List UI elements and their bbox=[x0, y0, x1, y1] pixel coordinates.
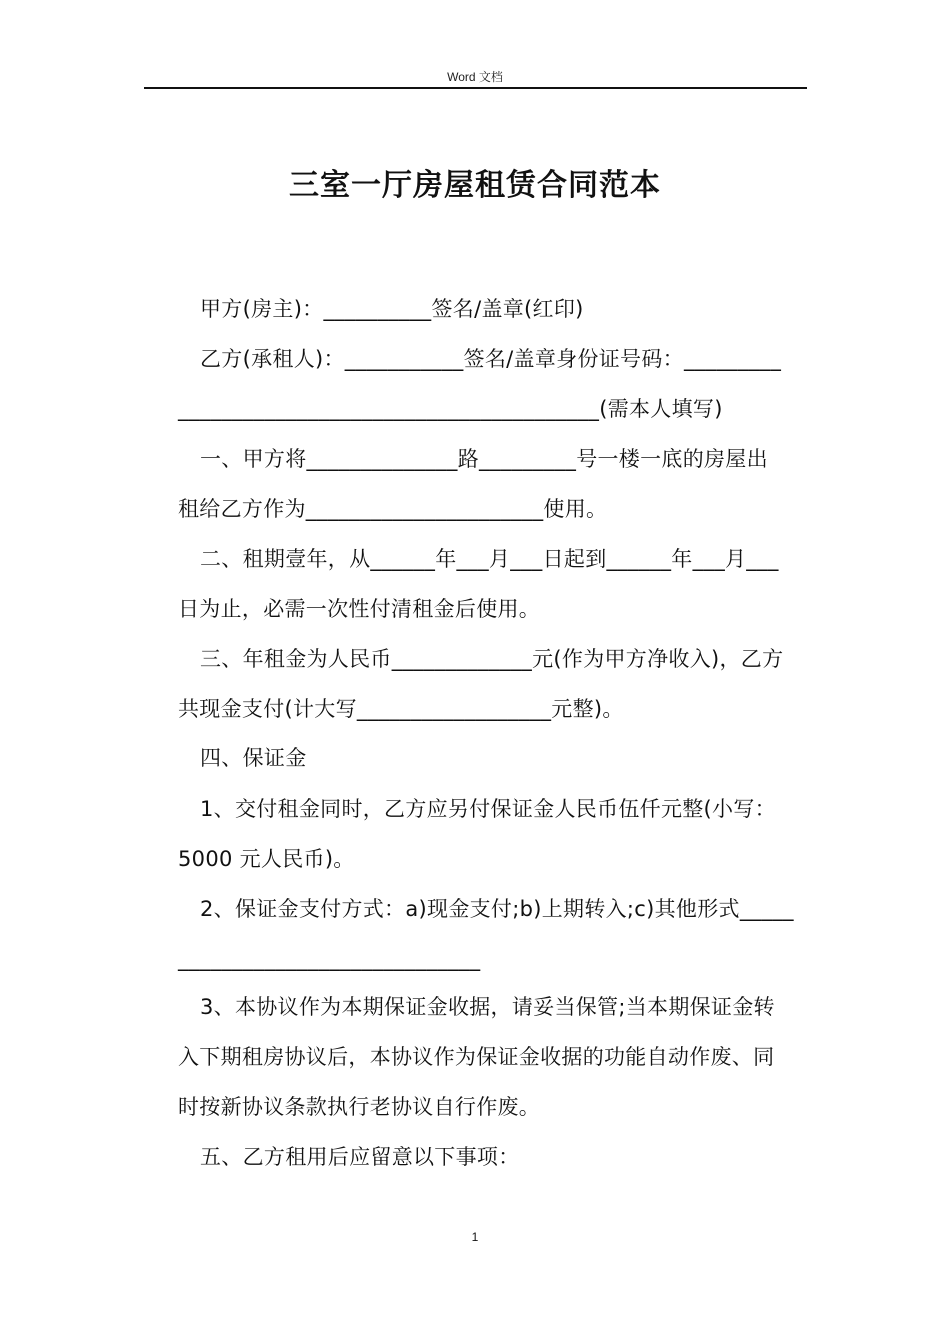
page-header: Word 文档 bbox=[447, 70, 503, 84]
clause-1-line-2: 租给乙方作为______________________使用。 bbox=[178, 497, 608, 521]
clause-3-line-2: 共现金支付(计大写__________________元整)。 bbox=[178, 697, 624, 721]
party-b-line: 乙方(承租人)：___________签名/盖章身份证号码：_________ bbox=[200, 347, 782, 371]
page-number: 1 bbox=[471, 1230, 479, 1244]
deposit-item-1-line-2: 5000 元人民币)。 bbox=[178, 847, 355, 871]
clause-2-line-1: 二、租期壹年，从______年___月___日起到______年___月___ bbox=[200, 547, 779, 571]
clause-5-heading: 五、乙方租用后应留意以下事项： bbox=[200, 1145, 520, 1169]
clause-1-line-1: 一、甲方将______________路_________号一楼一底的房屋出 bbox=[200, 447, 768, 471]
clause-3-line-1: 三、年租金为人民币_____________元(作为甲方净收入)，乙方 bbox=[200, 647, 784, 671]
clause-2-line-2: 日为止，必需一次性付清租金后使用。 bbox=[178, 597, 541, 621]
header-divider bbox=[144, 87, 807, 89]
deposit-item-3-line-2: 入下期租房协议后，本协议作为保证金收据的功能自动作废、同 bbox=[178, 1045, 775, 1069]
party-a-line: 甲方(房主)：__________签名/盖章(红印) bbox=[200, 297, 584, 321]
clause-4-heading: 四、保证金 bbox=[200, 746, 307, 770]
deposit-item-3-line-1: 3、本协议作为本期保证金收据，请妥当保管;当本期保证金转 bbox=[200, 995, 775, 1019]
deposit-item-1-line-1: 1、交付租金同时，乙方应另付保证金人民币伍仟元整(小写： bbox=[200, 797, 776, 821]
deposit-item-2-line-2: ____________________________ bbox=[178, 947, 481, 971]
party-b-id-line: _______________________________________(需本人填写) bbox=[178, 397, 723, 421]
deposit-item-2-line-1: 2、保证金支付方式：a)现金支付;b)上期转入;c)其他形式_____ bbox=[200, 897, 794, 921]
document-title: 三室一厅房屋租赁合同范本 bbox=[289, 168, 661, 203]
deposit-item-3-line-3: 时按新协议条款执行老协议自行作废。 bbox=[178, 1095, 541, 1119]
